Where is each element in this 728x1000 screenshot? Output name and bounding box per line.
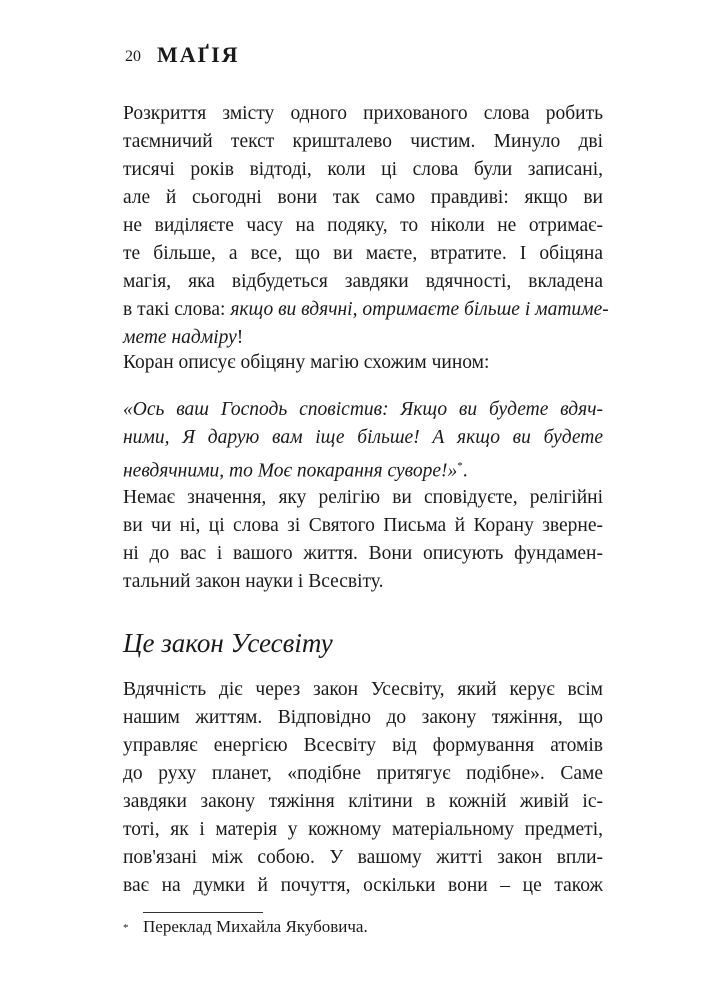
paragraph-line: тоті, як і матерія у кожному матеріальному предметі, bbox=[123, 819, 603, 840]
paragraph-line: магія, яка відбудеться завдяки вдячності, вкладена bbox=[123, 271, 603, 292]
emphasis-text: якщо ви вдячні, отримаєте більше і матиме- bbox=[230, 299, 609, 320]
paragraph-line: пов'язані між собою. У вашому житті закон впли- bbox=[123, 847, 603, 868]
paragraph-line: Розкриття змісту одного прихованого слова робить bbox=[123, 103, 603, 124]
paragraph-line: ває на думки й почуття, оскільки вони – це також bbox=[123, 875, 603, 896]
line-plain-text: ! bbox=[236, 327, 244, 348]
paragraph-line: Вдячність діє через закон Усесвіту, який керує всім bbox=[123, 679, 603, 700]
paragraph-line: нашим життям. Відповідно до закону тяжіння, що bbox=[123, 707, 603, 728]
paragraph-line bbox=[123, 296, 609, 324]
paragraph-line: не виділяєте часу на подяку, то ніколи не отримає- bbox=[123, 215, 603, 236]
paragraph-line: управляє енергією Всесвіту від формування атомів bbox=[123, 735, 603, 756]
paragraph-line: таємничий текст кришталево чистим. Минуло дві bbox=[123, 131, 603, 152]
paragraph-line: Немає значення, яку релігію ви сповідуєте, релігійні bbox=[123, 487, 603, 508]
quote-line bbox=[123, 452, 603, 486]
footnote-reference: * bbox=[457, 460, 463, 472]
paragraph-line: завдяки закону тяжіння клітини в кожній живій іс- bbox=[123, 791, 603, 812]
footnote-text: Переклад Михайла Якубовича. bbox=[143, 917, 368, 936]
paragraph-line: тальний закон науки і Всесвіту. bbox=[123, 571, 384, 592]
paragraph-line: але й сьогодні вони так само правдиві: якщо ви bbox=[123, 187, 603, 208]
footnote-divider bbox=[143, 912, 263, 913]
paragraph-line bbox=[123, 324, 603, 352]
paragraph-line: Коран описує обіцяну магію схожим чином: bbox=[123, 352, 490, 373]
paragraph-line: те більше, а все, що ви маєте, втратите. І обіцяна bbox=[123, 243, 603, 264]
running-title: МАҐІЯ bbox=[157, 42, 240, 67]
quote-line: ними, Я дарую вам іще більше! А якщо ви будете bbox=[123, 427, 603, 448]
paragraph-line: ви чи ні, ці слова зі Святого Письма й Корану зверне- bbox=[123, 515, 603, 536]
quote-line: «Ось ваш Господь сповістив: Якщо ви будете вдяч- bbox=[123, 399, 603, 420]
paragraph-line: ні до вас і вашого життя. Вони описують фундамен- bbox=[123, 543, 603, 564]
page-number: 20 bbox=[125, 48, 141, 65]
paragraph-line: до руху планет, «подібне притягує подібне». Саме bbox=[123, 763, 603, 784]
quote-line-text: невдячними, то Моє покарання суворе!» bbox=[123, 460, 458, 482]
quote-end-punct: . bbox=[462, 460, 468, 482]
line-plain-text: в такі слова: bbox=[123, 299, 231, 320]
footnote-marker: * bbox=[123, 922, 129, 934]
section-heading: Це закон Усесвіту bbox=[123, 628, 333, 658]
emphasis-text: мете надміру bbox=[123, 327, 237, 348]
paragraph-line: тисячі років відтоді, коли ці слова були записані, bbox=[123, 159, 603, 180]
